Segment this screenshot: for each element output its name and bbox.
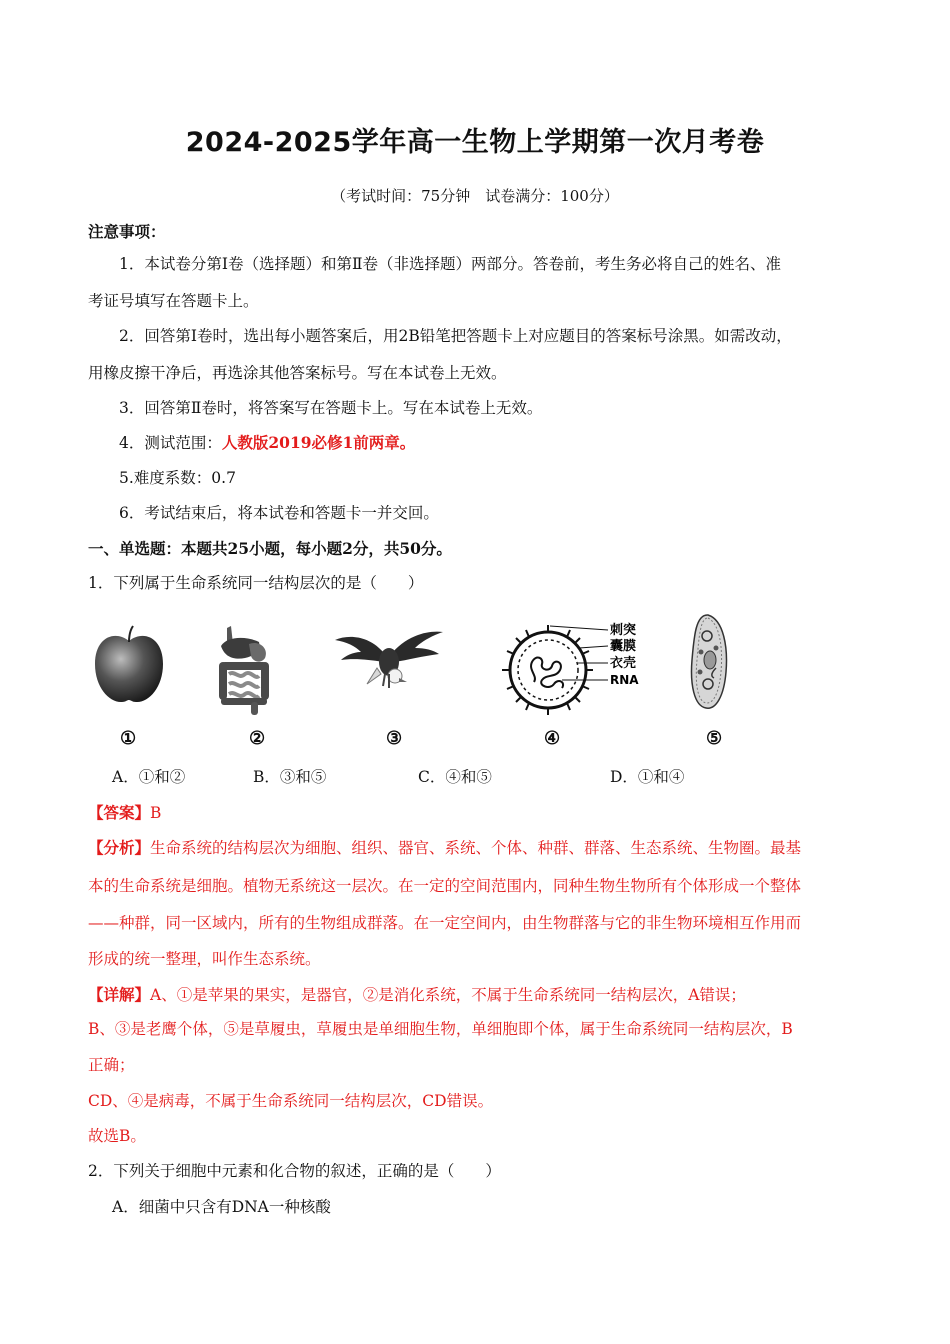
- exam-info: （考试时间：75分钟 试卷满分：100分）: [331, 187, 619, 205]
- detail-line-2: B、③是老鹰个体，⑤是草履虫，草履虫是单细胞生物，单细胞即个体，属于生命系统同一结构层次，B: [88, 1020, 793, 1038]
- option-c: C．④和⑤: [418, 768, 492, 786]
- answer-value: B: [150, 804, 162, 822]
- virus-label-spike: 刺突: [610, 623, 637, 638]
- digestive-system-image: [215, 624, 275, 716]
- notice-item-2-cont: 用橡皮擦干净后，再选涂其他答案标号。写在本试卷上无效。: [88, 364, 507, 382]
- apple-image: [92, 624, 166, 704]
- analysis-line-2: 本的生命系统是细胞。植物无系统这一层次。在一定的空间范围内，同种生物生物所有个体形成一个整体: [88, 877, 802, 895]
- question-2-option-a: A．细菌中只含有DNA一种核酸: [112, 1198, 331, 1216]
- analysis-tag: 【分析】: [88, 838, 151, 857]
- notice-item-1-cont: 考证号填写在答题卡上。: [88, 292, 259, 310]
- question-1-stem: 1．下列属于生命系统同一结构层次的是（ ）: [88, 574, 424, 592]
- page-title: 2024-2025学年高一生物上学期第一次月考卷: [185, 127, 765, 158]
- section-heading: 一、单选题：本题共25小题，每小题2分，共50分。: [88, 539, 452, 558]
- virus-label-rna: RNA: [610, 673, 639, 687]
- detail-tag: 【详解】: [88, 985, 151, 1004]
- notice-item-4-label: 4．测试范围：: [119, 434, 222, 452]
- figure-number-4: ④: [544, 728, 561, 749]
- figure-number-2: ②: [249, 728, 266, 749]
- option-b: B．③和⑤: [253, 768, 327, 786]
- figure-number-5: ⑤: [706, 728, 723, 749]
- answer-tag: 【答案】: [88, 803, 151, 822]
- virus-label-envelope: 囊膜: [610, 639, 637, 654]
- virus-label-capsid: 衣壳: [610, 656, 637, 671]
- figure-number-1: ①: [120, 728, 137, 749]
- detail-line-5: 故选B。: [88, 1127, 146, 1145]
- notice-item-5: 5.难度系数：0.7: [119, 469, 236, 487]
- notice-item-1: 1．本试卷分第Ⅰ卷（选择题）和第Ⅱ卷（非选择题）两部分。答卷前，考生务必将自己的姓名、准: [119, 255, 782, 273]
- notice-item-2: 2．回答第Ⅰ卷时，选出每小题答案后，用2B铅笔把答题卡上对应题目的答案标号涂黑。如需改动，: [119, 327, 792, 345]
- figure-number-3: ③: [386, 728, 403, 749]
- option-a: A．①和②: [112, 768, 186, 786]
- notice-item-6: 6．考试结束后，将本试卷和答题卡一并交回。: [119, 504, 439, 522]
- analysis-line-3: ——种群，同一区域内，所有的生物组成群落。在一定空间内，由生物群落与它的非生物环境相互作用而: [88, 914, 802, 932]
- analysis-text-1: 生命系统的结构层次为细胞、组织、器官、系统、个体、种群、群落、生态系统、生物圈。最基: [150, 839, 802, 857]
- option-d: D．①和④: [610, 768, 685, 786]
- analysis-line-1: [88, 838, 801, 858]
- paramecium-image: [686, 612, 732, 712]
- analysis-line-4: 形成的统一整理，叫作生态系统。: [88, 950, 321, 968]
- detail-text-1: A、①是苹果的果实，是器官，②是消化系统，不属于生命系统同一结构层次，A错误；: [150, 986, 746, 1004]
- detail-line-3: 正确；: [88, 1056, 135, 1074]
- question-2-stem: 2．下列关于细胞中元素和化合物的叙述，正确的是（ ）: [88, 1162, 501, 1180]
- virus-diagram: [498, 618, 646, 716]
- detail-line-1: [88, 985, 746, 1005]
- answer-line: [88, 803, 161, 823]
- eagle-image: [333, 626, 445, 692]
- notice-heading: 注意事项：: [88, 222, 166, 241]
- notice-item-4: [119, 433, 415, 453]
- notice-item-3: 3．回答第Ⅱ卷时，将答案写在答题卡上。写在本试卷上无效。: [119, 399, 543, 417]
- test-range: 人教版2019必修1前两章。: [221, 433, 416, 452]
- detail-line-4: CD、④是病毒，不属于生命系统同一结构层次，CD错误。: [88, 1092, 494, 1110]
